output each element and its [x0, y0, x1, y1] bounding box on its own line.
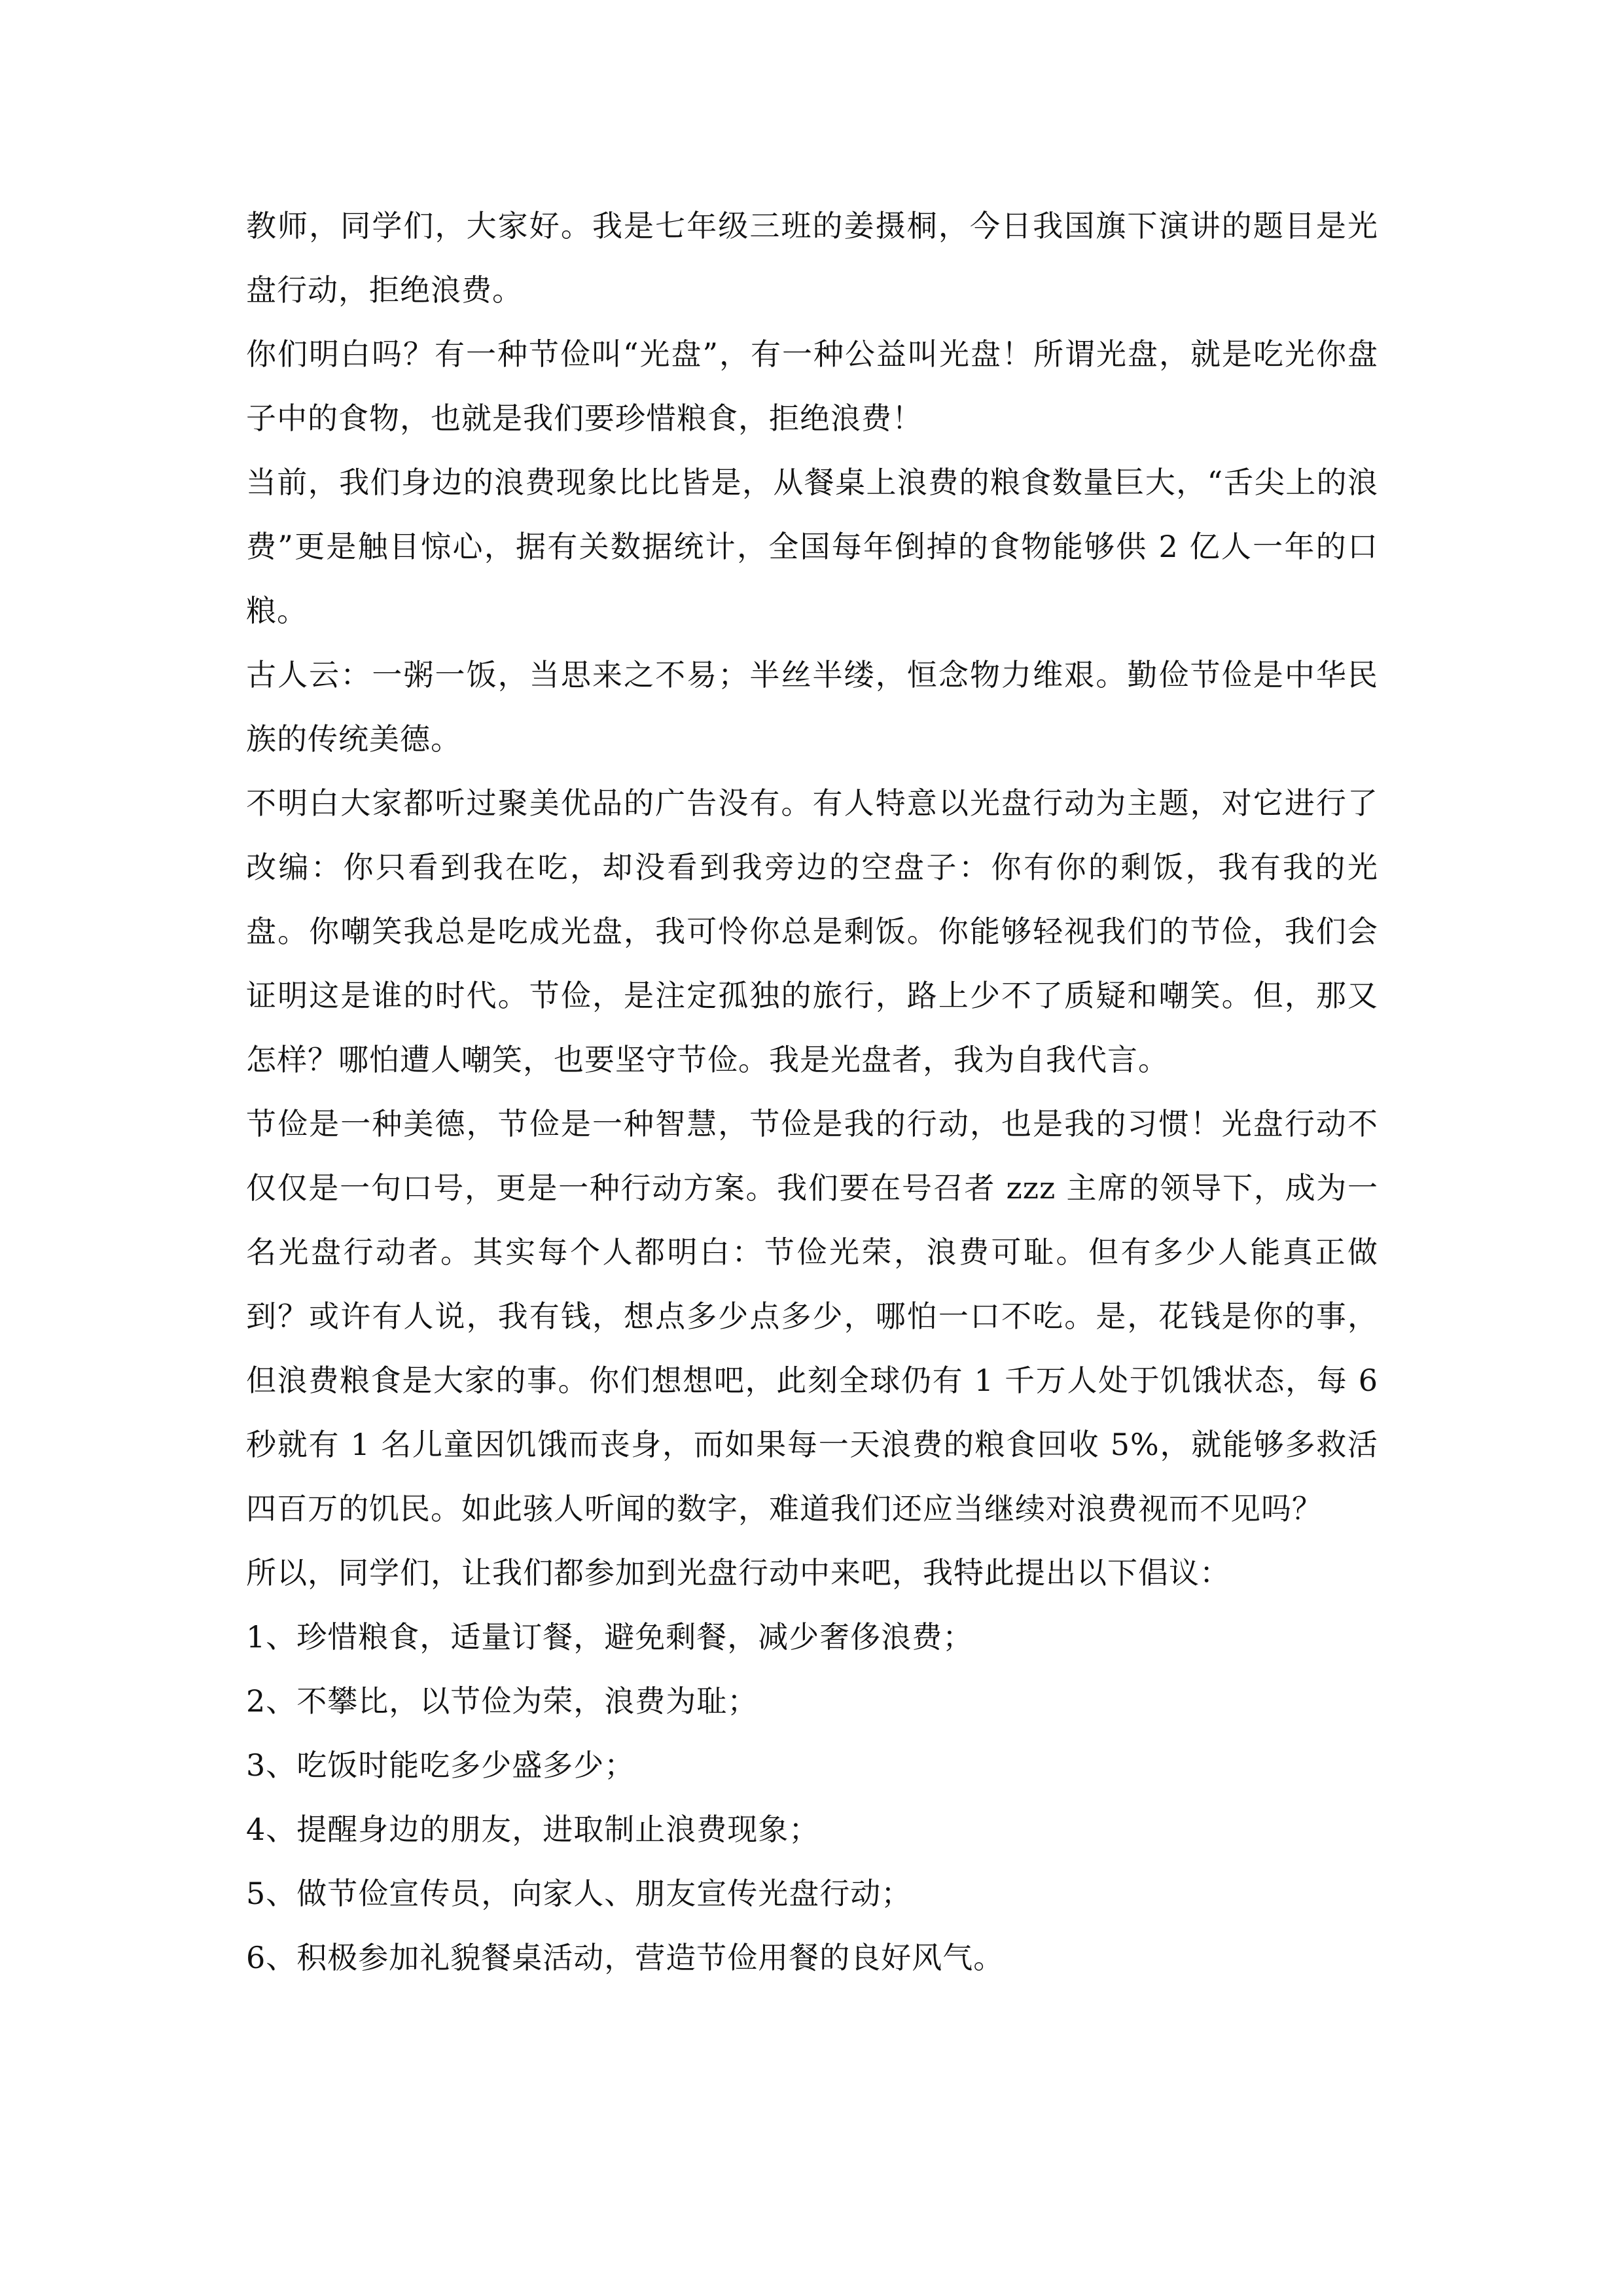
- paragraph-ancient-saying: 古人云：一粥一饭，当思来之不易；半丝半缕，恒念物力维艰。勤俭节俭是中华民族的传统美德。: [246, 657, 1378, 757]
- paragraph-advertisement-adaptation: 不明白大家都听过聚美优品的广告没有。有人特意以光盘行动为主题，对它进行了改编：你只看到我在吃，却没看到我旁边的空盘子：你有你的剩饭，我有我的光盘。你嘲笑我总是吃成光盘，我可怜你总是剩饭。你能够轻视我们的节俭，我们会证明这是谁的时代。节俭，是注定孤独的旅行，路上少不了质疑和嘲笑。但，那又怎样？哪怕遭人嘲笑，也要坚守节俭。我是光盘者，我为自我代言。: [246, 785, 1378, 1077]
- proposal-item-5: 5、做节俭宣传员，向家人、朋友宣传光盘行动；: [246, 1876, 912, 1911]
- paragraph-waste-status: 当前，我们身边的浪费现象比比皆是，从餐桌上浪费的粮食数量巨大，“舌尖上的浪费”更是触目惊心，据有关数据统计，全国每年倒掉的食物能够供 2 亿人一年的口粮。: [246, 465, 1378, 628]
- proposal-item-4: 4、提醒身边的朋友，进取制止浪费现象；: [246, 1812, 820, 1847]
- paragraph-guangpan-definition: 你们明白吗？有一种节俭叫“光盘”，有一种公益叫光盘！所谓光盘，就是吃光你盘子中的食物，也就是我们要珍惜粮食，拒绝浪费！: [246, 336, 1378, 436]
- proposal-item-1: 1、珍惜粮食，适量订餐，避免剩餐，减少奢侈浪费；: [246, 1619, 974, 1655]
- proposal-item-2: 2、不攀比，以节俭为荣，浪费为耻；: [246, 1683, 758, 1719]
- paragraph-call-to-action: 所以，同学们，让我们都参加到光盘行动中来吧，我特此提出以下倡议：: [246, 1555, 1230, 1590]
- proposal-item-3: 3、吃饭时能吃多少盛多少；: [246, 1748, 635, 1783]
- document-body: [246, 194, 1378, 1990]
- paragraph-thrift-virtue: 节俭是一种美德，节俭是一种智慧，节俭是我的行动，也是我的习惯！光盘行动不仅仅是一句口号，更是一种行动方案。我们要在号召者 zzz 主席的领导下，成为一名光盘行动者。其实每个人都明白：节俭光荣，浪费可耻。但有多少人能真正做到？或许有人说，我有钱，想点多少点多少，哪怕一口不吃。是，花钱是你的事，但浪费粮食是大家的事。你们想想吧，此刻全球仍有 1 千万人处于饥饿状态，每 6 秒就有 1 名儿童因饥饿而丧身，而如果每一天浪费的粮食回收 5%，就能够多救活四百万的饥民。如此骇人听闻的数字，难道我们还应当继续对浪费视而不见吗？: [246, 1106, 1378, 1526]
- proposal-item-6: 6、积极参加礼貌餐桌活动，营造节俭用餐的良好风气。: [246, 1940, 1005, 1975]
- paragraph-greeting: 教师，同学们，大家好。我是七年级三班的姜摄桐，今日我国旗下演讲的题目是光盘行动，拒绝浪费。: [246, 208, 1378, 308]
